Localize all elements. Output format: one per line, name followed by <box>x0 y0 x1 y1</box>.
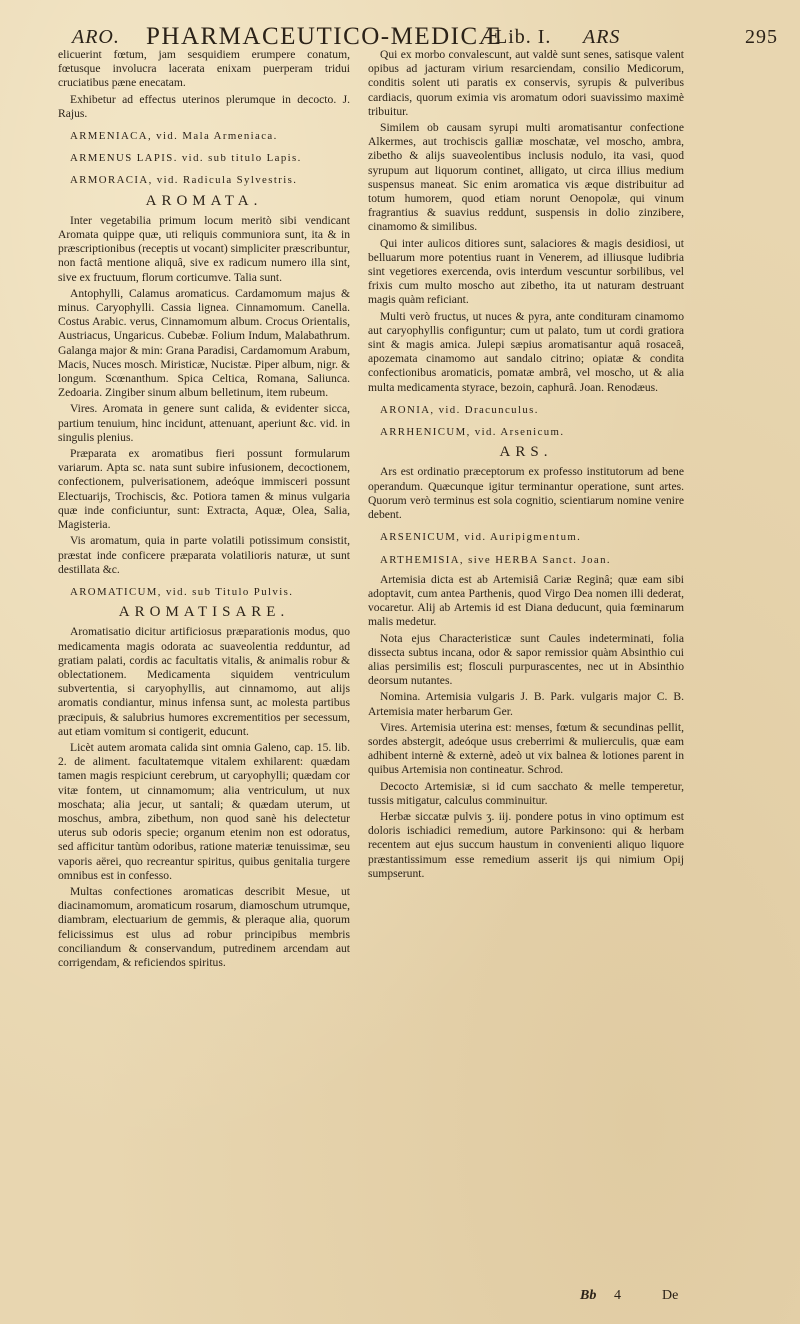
body-paragraph: elicuerint fœtum, jam sesquidiem erumpere conatum, fœtusque involucra lacerata enixam puerperam tridui cruciatibus pæne enecatam. <box>58 48 350 90</box>
header-left-word: ARO. <box>72 26 120 48</box>
body-paragraph: Inter vegetabilia primum locum meritò sibi vendicant Aromata quippe quæ, uti reliquis communiora sunt, ita & in præscriptionibus (receptis ut vocant) simpliciter præscribuntur, non factâ mentione aliquâ, sive ex radicum numero illa sint, sive ex fructuum, florum corticumve. Talia sunt. <box>58 213 350 284</box>
page-number: 295 <box>745 26 778 48</box>
body-paragraph: Vis aromatum, quia in parte volatili potissimum consistit, præstat inde conficere præparata volatilioris naturæ, ut sunt destillata &c. <box>58 534 350 576</box>
body-paragraph: Antophylli, Calamus aromaticus. Cardamomum majus & minus. Caryophylli. Cassia lignea. Cinnamomum. Canella. Costus Arabic. verus, Cinnamomum album. Crocus Orientalis, Austriacus, Ungaricus. Cubebæ. Folium Indum, Malabathrum. Galanga major & min: Grana Paradisi, Cardamomum Arabum, Macis, Nuces mosch. Miristicæ, Nucistæ. Piper album, nigr. & longum. Scœnanthum. Spica Celtica, Romana, Saliunca. Zedoaria. Zingiber sinum album belletinum, item rubeum. <box>58 286 350 400</box>
signature-mark: Bb <box>580 1288 597 1303</box>
cross-reference: ARONIA, vid. Dracunculus. <box>380 403 539 416</box>
body-paragraph: Vires. Artemisia uterina est: menses, fœtum & secundinas pellit, sordes abstergit, adeóque usus creberrimi & mulierculis, quæ eam adhibent internè & externè, adeò ut vix balnea & lotiones parent in quibus Artemisia non contineatur. Schrod. <box>368 720 684 777</box>
body-paragraph: Multi verò fructus, ut nuces & pyra, ante condituram cinamomo aut caryophyllis configuntur; cum ut palato, tum ut cordi gratiora sint & magis amica. Julepi sæpius aromatisantur aquâ rosaceâ, apozemata cinamomo aut sandalo citrino; opiatæ & condita confectionibus aromaticis, pomatæ ambrâ, vel moscho, ut & alia multa medicamenta styrace, bezoin, caphurâ. Joan. Renodæus. <box>368 309 684 394</box>
body-paragraph: Multas confectiones aromaticas describit Mesue, ut diacinamomum, aromaticum rosarum, diamoschum utrumque, diambram, electuarium de gemmis, & pleraque alia, quorum felicissimus est ulus ad robur principibus membris conciliandum & conservandum, putredinem arcendam aut corrigendam, & reficiendos spiritus. <box>58 884 350 969</box>
left-text-column <box>58 48 350 1280</box>
body-paragraph: Præparata ex aromatibus fieri possunt formularum variarum. Apta sc. nata sunt subire infusionem, decoctionem, confectionem, pulverisationem, adeóque immisceri possunt Electuarijs, Trochiscis, &c. Potiora tamen & minus vulgaria quæ inde conficiuntur, sunt: Extracta, Aquæ, Olea, Salia, Magisteria. <box>58 447 350 532</box>
body-paragraph: Licèt autem aromata calida sint omnia Galeno, cap. 15. lib. 2. de aliment. facultatemque vitalem exhilarent: quædam tamen magis respiciunt cerebrum, ut caryophylli; quædam cor vitæ fontem, ut cinnamomum; alia ventriculum, ut nux moschata; alia jecur, ut santali; & quædam uterum, ut moschus, ambra, zibethum, non quod sanè his delectetur uterus sub odoris specie; organum etenim non est odoratus, sed afficitur tantùm odoribus, ratione materiæ tenuissimæ, seu vaporis aërei, quo recreantur spiritus, quibus genitalia turgere omnibus est in confesso. <box>58 740 350 882</box>
body-paragraph: Artemisia dicta est ab Artemisiâ Cariæ Reginâ; quæ eam sibi adoptavit, cum antea Parthenis, quod Virgo Dea nomen illi dederat, vocaretur. Alij ab Artemis id est Diana deducunt, quia fœminarum malis medetur. <box>368 572 684 629</box>
body-paragraph: Qui ex morbo convalescunt, aut valdè sunt senes, satisque valent opibus ad jacturam virium resarciendam, consilio Medicorum, conditis solent uti paratis ex conservis, syrupis & pulveribus cardiacis, quorum eximia vis aromatum odori suavissimo maximè tribuitur. <box>368 48 684 118</box>
body-paragraph: Exhibetur ad effectus uterinos plerumque in decocto. J. Rajus. <box>58 92 350 120</box>
cross-reference: ARRHENICUM, vid. Arsenicum. <box>380 426 565 439</box>
header-book-number: Lib. I. <box>495 26 552 48</box>
catchword: De <box>662 1288 679 1303</box>
cross-reference: ARMORACIA, vid. Radicula Sylvestris. <box>70 174 298 187</box>
body-paragraph: Qui inter aulicos ditiores sunt, salaciores & magis desidiosi, ut belluarum more potentius ruant in Venerem, ad illiusque ludibria sint vegetiores exercenda, ovis interdum vescuntur sorbilibus, vel frixis cum multo moscho aut zibetho, ita ut naturam destruant magis quàm reficiant. <box>368 236 684 307</box>
header-title: PHARMACEUTICO-MEDICÆ <box>146 23 503 50</box>
body-paragraph: Aromatisatio dicitur artificiosus præparationis modus, quo medicamenta magis odorata ac suaveolentia redduntur, ad gratiam palati, cordis ac facultatis vitalis, & animalis robur & oblectationem. Medicamenta siquidem ventriculum subvertentia, si caryophyllis, aut cinnamomo, aut alijs aromatis condiantur, minus infensa sunt, ac molesta partibus præcipuis, & salubrius humores excrementitios per secessum, aut etiam vomitum si contigerit, educunt. <box>58 625 350 738</box>
cross-reference: ARMENIACA, vid. Mala Armeniaca. <box>70 130 278 143</box>
signature-number: 4 <box>614 1288 621 1303</box>
section-title: ARS. <box>499 444 553 461</box>
body-paragraph: Vires. Aromata in genere sunt calida, & evidenter sicca, partium tenuium, hinc incidunt, attenuant, aperiunt &c. vid. in singulis plenius. <box>58 402 350 444</box>
body-paragraph: Ars est ordinatio præceptorum ex professo institutorum ad bene operandum. Quæcunque igitur terminantur operatione, sunt artes. Quorum verò terminus est sola cognitio, scientiarum nomine venire debent. <box>368 465 684 522</box>
body-paragraph: Herbæ siccatæ pulvis ʒ. iij. pondere potus in vino optimum est doloris ischiadici remedium, autore Parkinsono: qui & herbam recentem aut ejus succum haustum in convenienti aliquo liquore præstantissimum esse remedium asserit ijs qui nimium Opij sumpserunt. <box>368 809 684 880</box>
body-paragraph: Similem ob causam syrupi multi aromatisantur confectione Alkermes, aut trochiscis galliæ moschatæ, vel moscho, ambra, zibetho & alijs suaveolentibus inclusis nodulo, ita vasi, quod syrupum aut liquorum continet, alligato, ut circa illius medium suspensus maneat. Sic enim aromatica vis æque distribuitur ad totum humorem, quod etiam norunt Oenopolæ, qui vinum fragrantius & suavius reddunt, suspensis in dolio zinzibere, cinamomo & similibus. <box>368 121 684 234</box>
body-paragraph: Decocto Artemisiæ, si id cum sacchato & melle temperetur, tussis mitigatur, calculus comminuitur. <box>368 779 684 807</box>
cross-reference: ARMENUS LAPIS. vid. sub titulo Lapis. <box>70 152 302 165</box>
body-paragraph: Nota ejus Characteristicæ sunt Caules indeterminati, folia dissecta subtus incana, odor & sapor remissior quàm Absinthio cui alias persimilis est; flosculi purpurascentes, nec ut in Absinthio deorsum nutantes. <box>368 631 684 688</box>
cross-reference: AROMATICUM, vid. sub Titulo Pulvis. <box>70 585 294 598</box>
section-title: AROMATISARE. <box>118 604 290 621</box>
section-title: AROMATA. <box>145 192 263 209</box>
cross-reference: ARSENICUM, vid. Auripigmentum. <box>380 531 582 544</box>
cross-reference: ARTHEMISIA, sive HERBA Sanct. Joan. <box>380 553 611 566</box>
right-text-column <box>368 48 684 1280</box>
header-right-word: ARS <box>583 26 621 48</box>
body-paragraph: Nomina. Artemisia vulgaris J. B. Park. vulgaris major C. B. Artemisia mater herbarum Ger. <box>368 690 684 718</box>
